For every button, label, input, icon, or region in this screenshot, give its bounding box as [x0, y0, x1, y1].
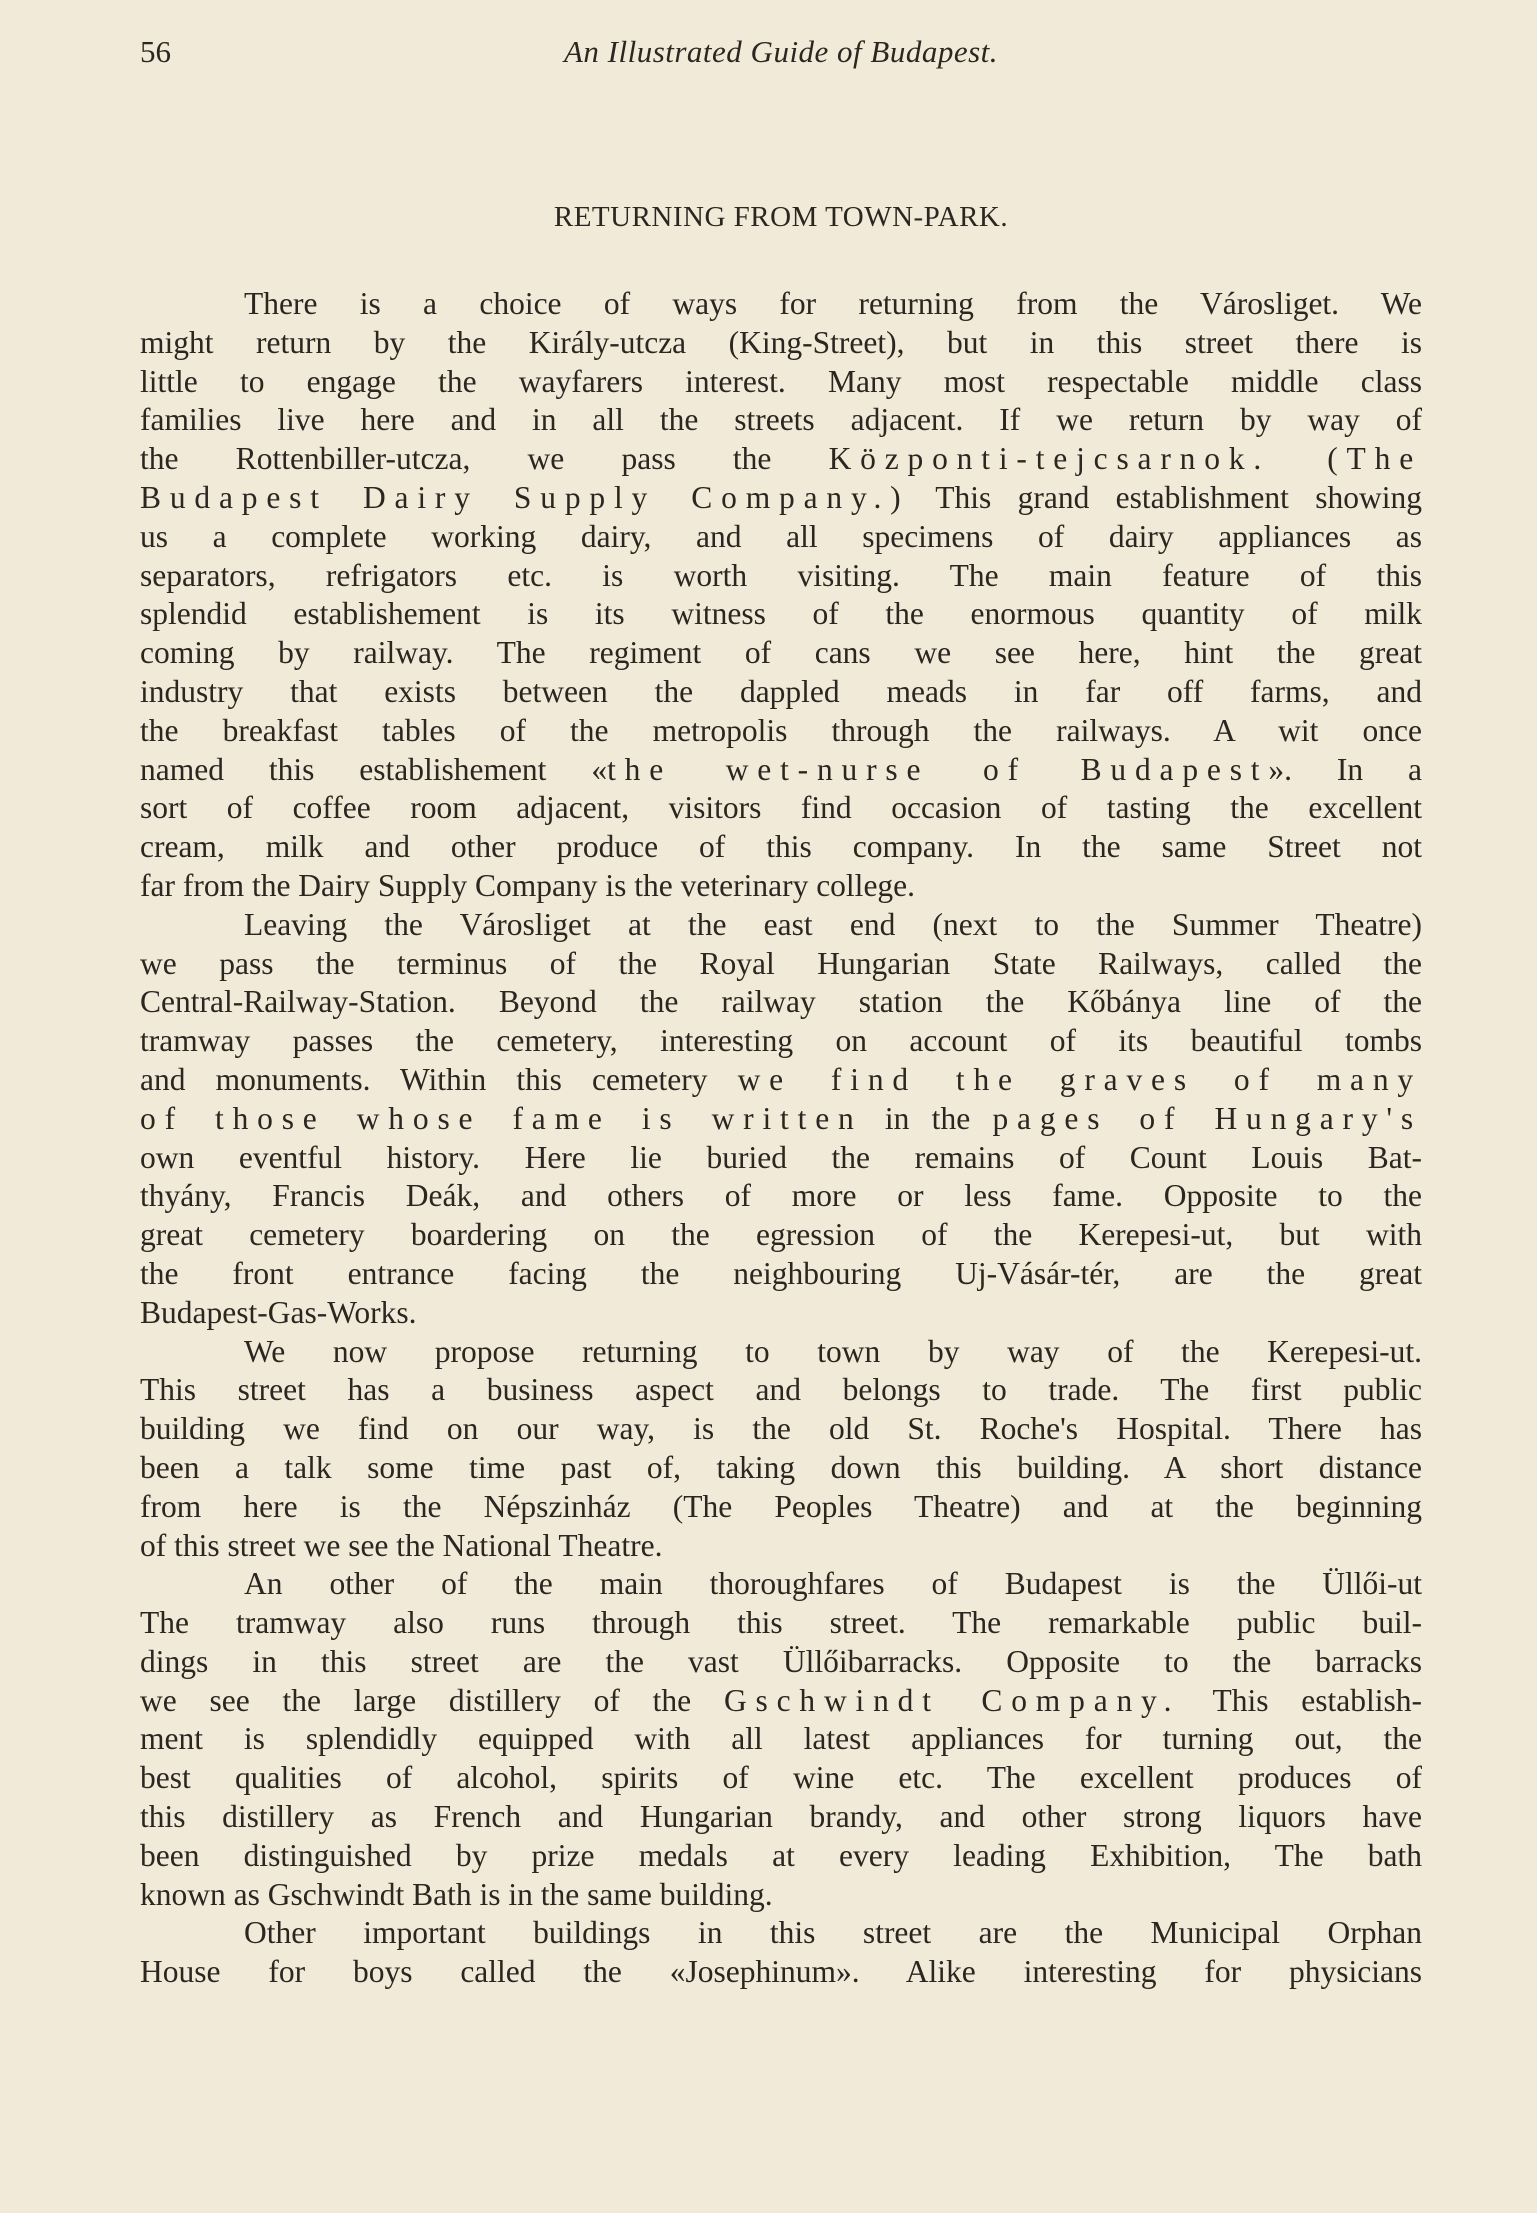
- text-line: us a complete working dairy, and all specimens of dairy appliances as: [140, 518, 1422, 554]
- spaced-text: we find the graves of many: [737, 1061, 1422, 1097]
- text-line: We now propose returning to town by way of the Kerepesi-ut.: [244, 1333, 1422, 1369]
- text-line: industry that exists between the dappled meads in far off farms, and: [140, 673, 1422, 709]
- text-line: been a talk some time past of, taking down this building. A short distance: [140, 1449, 1422, 1485]
- text-line: The tramway also runs through this street. The remarkable public buil-: [140, 1605, 1422, 1641]
- text-line: [140, 479, 1422, 518]
- text-line: been distinguished by prize medals at every leading Exhibition, The bath: [140, 1837, 1422, 1873]
- spaced-text: Gschwindt Company.: [723, 1682, 1181, 1718]
- text-segment: the Rottenbiller-utcza, we pass the: [140, 441, 829, 477]
- text-line: far from the Dairy Supply Company is the veterinary college.: [140, 867, 916, 903]
- text-segment: in the: [862, 1100, 993, 1136]
- text-line: of this street we see the National Theatre.: [140, 1527, 663, 1563]
- text-line: An other of the main thoroughfares of Budapest is the Üllői-ut: [244, 1566, 1422, 1602]
- page-number: 56: [140, 34, 171, 69]
- text-line: this distillery as French and Hungarian brandy, and other strong liquors have: [140, 1799, 1422, 1835]
- text-segment: we see the large distillery of the: [140, 1682, 724, 1718]
- spaced-text: Budapest Dairy Supply Company.): [140, 479, 910, 515]
- text-line: ment is splendidly equipped with all latest appliances for turning out, the: [140, 1721, 1422, 1757]
- text-segment: This grand establishment showing: [909, 479, 1422, 515]
- text-line: dings in this street are the vast Üllőibarracks. Opposite to the barracks: [140, 1643, 1422, 1679]
- spaced-text: the wet-nurse of Budapest: [607, 751, 1269, 787]
- text-line: [140, 1061, 1422, 1100]
- text-segment: and monuments. Within this cemetery: [140, 1061, 738, 1097]
- text-line: separators, refrigators etc. is worth visiting. The main feature of this: [140, 557, 1422, 593]
- text-line: thyány, Francis Deák, and others of more or less fame. Opposite to the: [140, 1178, 1422, 1214]
- text-line: coming by railway. The regiment of cans we see here, hint the great: [140, 635, 1422, 671]
- text-line: from here is the Népszinház (The Peoples Theatre) and at the beginning: [140, 1488, 1422, 1524]
- text-line: we pass the terminus of the Royal Hungarian State Railways, called the: [140, 945, 1422, 981]
- text-line: This street has a business aspect and belongs to trade. The first public: [140, 1372, 1422, 1408]
- text-line: little to engage the wayfarers interest. Many most respectable middle class: [140, 363, 1422, 399]
- text-line: cream, milk and other produce of this company. In the same Street not: [140, 829, 1422, 865]
- text-line: [140, 440, 1422, 479]
- body-text: [140, 285, 1422, 1992]
- text-line: great cemetery boardering on the egression of the Kerepesi-ut, but with: [140, 1217, 1422, 1253]
- running-title: An Illustrated Guide of Budapest.: [563, 34, 999, 69]
- text-segment: ». In a: [1268, 751, 1422, 787]
- text-line: own eventful history. Here lie buried the remains of Count Louis Bat-: [140, 1139, 1422, 1175]
- text-line: Central-Railway-Station. Beyond the railway station the Kőbánya line of the: [140, 984, 1422, 1020]
- text-line: Budapest-Gas-Works.: [140, 1294, 417, 1330]
- spaced-text: Központi-tejcsarnok.: [828, 441, 1271, 477]
- text-line: [140, 1682, 1422, 1721]
- text-segment: [1270, 441, 1327, 476]
- text-segment: This establish-: [1180, 1682, 1422, 1718]
- text-line: Other important buildings in this street are the Municipal Orphan: [244, 1915, 1422, 1951]
- text-line: There is a choice of ways for returning from the Városliget. We: [244, 286, 1422, 321]
- section-heading: RETURNING FROM TOWN-PARK.: [553, 201, 1009, 233]
- spaced-text: (The: [1327, 441, 1422, 477]
- text-line: tramway passes the cemetery, interesting on account of its beautiful tombs: [140, 1023, 1422, 1059]
- text-line: the front entrance facing the neighbouring Uj-Vásár-tér, are the great: [140, 1255, 1422, 1291]
- text-line: sort of coffee room adjacent, visitors find occasion of tasting the excellent: [140, 790, 1422, 826]
- text-line: [140, 751, 1422, 790]
- text-line: building we find on our way, is the old St. Roche's Hospital. There has: [140, 1411, 1422, 1447]
- text-line: families live here and in all the streets adjacent. If we return by way of: [140, 402, 1422, 438]
- text-line: known as Gschwindt Bath is in the same building.: [140, 1876, 773, 1912]
- running-head: [140, 34, 1422, 84]
- text-line: [140, 1100, 1422, 1139]
- text-line: best qualities of alcohol, spirits of wine etc. The excellent produces of: [140, 1760, 1422, 1796]
- spaced-text: of those whose fame is written: [140, 1100, 863, 1136]
- spaced-text: pages of Hungary's: [992, 1100, 1422, 1136]
- text-line: the breakfast tables of the metropolis through the railways. A wit once: [140, 712, 1422, 748]
- text-segment: named this establishement «: [140, 751, 608, 787]
- text-line: splendid establishement is its witness of the enormous quantity of milk: [140, 596, 1422, 632]
- text-line: Leaving the Városliget at the east end (next to the Summer Theatre): [244, 906, 1422, 942]
- text-line: might return by the Király-utcza (King-Street), but in this street there is: [140, 324, 1422, 360]
- text-line: House for boys called the «Josephinum». Alike interesting for physicians: [140, 1954, 1422, 1990]
